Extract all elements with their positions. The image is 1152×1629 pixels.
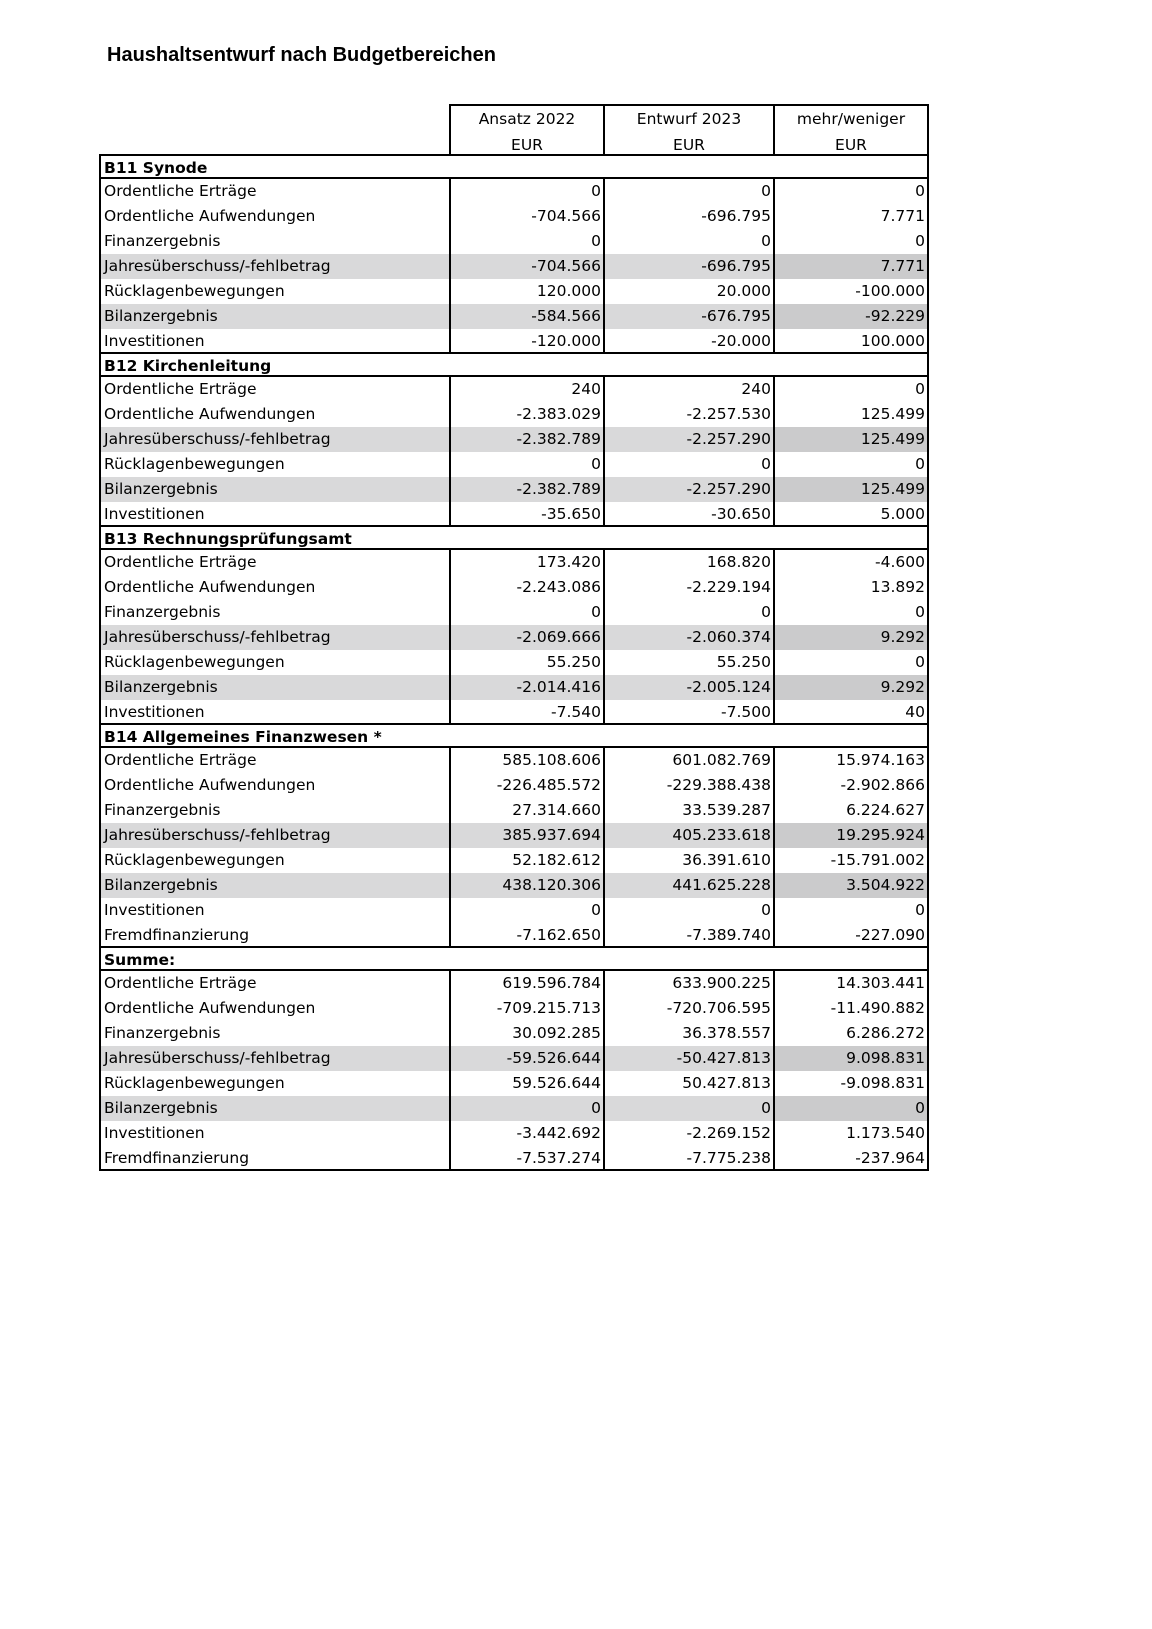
cell-ansatz-2022: -7.537.274 — [449, 1146, 603, 1171]
cell-entwurf-2023: -30.650 — [603, 502, 773, 527]
cell-ansatz-2022: 30.092.285 — [449, 1021, 603, 1046]
cell-mehr-weniger: 0 — [773, 452, 929, 477]
cell-entwurf-2023: -7.775.238 — [603, 1146, 773, 1171]
table-row — [99, 848, 929, 873]
row-label: Jahresüberschuss/-fehlbetrag — [99, 625, 449, 650]
cell-ansatz-2022: -226.485.572 — [449, 773, 603, 798]
cell-ansatz-2022: 585.108.606 — [449, 748, 603, 773]
row-label: Finanzergebnis — [99, 798, 449, 823]
cell-mehr-weniger: 0 — [773, 650, 929, 675]
table-row — [99, 179, 929, 204]
cell-mehr-weniger: 0 — [773, 229, 929, 254]
cell-ansatz-2022: -7.162.650 — [449, 923, 603, 948]
row-label: Ordentliche Erträge — [99, 179, 449, 204]
cell-ansatz-2022: 55.250 — [449, 650, 603, 675]
cell-entwurf-2023: 0 — [603, 452, 773, 477]
cell-entwurf-2023: 601.082.769 — [603, 748, 773, 773]
cell-ansatz-2022: -7.540 — [449, 700, 603, 725]
cell-mehr-weniger: 9.292 — [773, 625, 929, 650]
cell-entwurf-2023: 0 — [603, 179, 773, 204]
cell-mehr-weniger: 19.295.924 — [773, 823, 929, 848]
row-label: Bilanzergebnis — [99, 675, 449, 700]
cell-ansatz-2022: -3.442.692 — [449, 1121, 603, 1146]
cell-ansatz-2022: 59.526.644 — [449, 1071, 603, 1096]
table-row — [99, 1096, 929, 1121]
table-row — [99, 402, 929, 427]
table-row — [99, 477, 929, 502]
cell-ansatz-2022: 0 — [449, 898, 603, 923]
cell-mehr-weniger: 7.771 — [773, 204, 929, 229]
table-row — [99, 798, 929, 823]
row-label: Investitionen — [99, 502, 449, 527]
column-header-ansatz-unit: EUR — [511, 136, 543, 154]
cell-ansatz-2022: -120.000 — [449, 329, 603, 354]
cell-mehr-weniger: 6.286.272 — [773, 1021, 929, 1046]
cell-ansatz-2022: 52.182.612 — [449, 848, 603, 873]
table-row — [99, 700, 929, 725]
cell-mehr-weniger: -15.791.002 — [773, 848, 929, 873]
row-label: Fremdfinanzierung — [99, 923, 449, 948]
row-label: Rücklagenbewegungen — [99, 452, 449, 477]
table-row — [99, 304, 929, 329]
table-row — [99, 971, 929, 996]
table-row — [99, 898, 929, 923]
table-row — [99, 502, 929, 527]
table-row — [99, 823, 929, 848]
cell-mehr-weniger: 0 — [773, 600, 929, 625]
table-row — [99, 996, 929, 1021]
cell-entwurf-2023: 0 — [603, 600, 773, 625]
row-label: Ordentliche Erträge — [99, 550, 449, 575]
row-label: Ordentliche Aufwendungen — [99, 575, 449, 600]
row-label: Finanzergebnis — [99, 600, 449, 625]
row-label: Ordentliche Erträge — [99, 377, 449, 402]
cell-entwurf-2023: 20.000 — [603, 279, 773, 304]
cell-ansatz-2022: -584.566 — [449, 304, 603, 329]
cell-entwurf-2023: -2.229.194 — [603, 575, 773, 600]
column-header-difference — [773, 104, 929, 156]
cell-ansatz-2022: -35.650 — [449, 502, 603, 527]
cell-ansatz-2022: 0 — [449, 179, 603, 204]
row-label: Jahresüberschuss/-fehlbetrag — [99, 254, 449, 279]
cell-mehr-weniger: -100.000 — [773, 279, 929, 304]
cell-entwurf-2023: -2.005.124 — [603, 675, 773, 700]
cell-ansatz-2022: -2.014.416 — [449, 675, 603, 700]
budget-table — [99, 104, 929, 1171]
cell-mehr-weniger: 0 — [773, 179, 929, 204]
cell-mehr-weniger: 40 — [773, 700, 929, 725]
table-header — [99, 104, 929, 156]
cell-ansatz-2022: -2.243.086 — [449, 575, 603, 600]
cell-ansatz-2022: -2.382.789 — [449, 477, 603, 502]
table-row — [99, 1121, 929, 1146]
cell-ansatz-2022: -704.566 — [449, 254, 603, 279]
row-label: Bilanzergebnis — [99, 1096, 449, 1121]
cell-entwurf-2023: 55.250 — [603, 650, 773, 675]
column-header-ansatz — [449, 104, 603, 156]
row-label: Investitionen — [99, 898, 449, 923]
cell-ansatz-2022: -59.526.644 — [449, 1046, 603, 1071]
table-row — [99, 1021, 929, 1046]
cell-ansatz-2022: 0 — [449, 229, 603, 254]
column-header-entwurf-unit: EUR — [673, 136, 705, 154]
column-header-ansatz-title: Ansatz 2022 — [478, 110, 576, 128]
table-row — [99, 279, 929, 304]
cell-entwurf-2023: 633.900.225 — [603, 971, 773, 996]
table-row — [99, 650, 929, 675]
cell-mehr-weniger: 6.224.627 — [773, 798, 929, 823]
column-header-entwurf-title: Entwurf 2023 — [636, 110, 742, 128]
row-label: Rücklagenbewegungen — [99, 848, 449, 873]
table-row — [99, 675, 929, 700]
section-header: B14 Allgemeines Finanzwesen * — [99, 723, 929, 748]
table-row — [99, 1071, 929, 1096]
cell-mehr-weniger: -2.902.866 — [773, 773, 929, 798]
row-label: Ordentliche Aufwendungen — [99, 204, 449, 229]
cell-mehr-weniger: 0 — [773, 377, 929, 402]
row-label: Rücklagenbewegungen — [99, 279, 449, 304]
cell-entwurf-2023: 36.391.610 — [603, 848, 773, 873]
row-label: Bilanzergebnis — [99, 304, 449, 329]
table-row — [99, 427, 929, 452]
row-label: Ordentliche Aufwendungen — [99, 996, 449, 1021]
cell-mehr-weniger: 0 — [773, 1096, 929, 1121]
cell-ansatz-2022: -709.215.713 — [449, 996, 603, 1021]
table-row — [99, 1046, 929, 1071]
table-row — [99, 625, 929, 650]
table-row — [99, 254, 929, 279]
cell-mehr-weniger: 125.499 — [773, 402, 929, 427]
table-row — [99, 748, 929, 773]
cell-entwurf-2023: -229.388.438 — [603, 773, 773, 798]
cell-entwurf-2023: -50.427.813 — [603, 1046, 773, 1071]
table-row — [99, 773, 929, 798]
cell-entwurf-2023: 36.378.557 — [603, 1021, 773, 1046]
cell-ansatz-2022: -2.069.666 — [449, 625, 603, 650]
cell-entwurf-2023: -7.500 — [603, 700, 773, 725]
cell-ansatz-2022: -2.383.029 — [449, 402, 603, 427]
cell-entwurf-2023: -2.257.290 — [603, 427, 773, 452]
cell-mehr-weniger: -4.600 — [773, 550, 929, 575]
cell-mehr-weniger: 3.504.922 — [773, 873, 929, 898]
cell-ansatz-2022: 0 — [449, 452, 603, 477]
cell-mehr-weniger: 9.098.831 — [773, 1046, 929, 1071]
cell-entwurf-2023: -20.000 — [603, 329, 773, 354]
cell-mehr-weniger: -92.229 — [773, 304, 929, 329]
cell-entwurf-2023: -2.257.530 — [603, 402, 773, 427]
cell-ansatz-2022: -2.382.789 — [449, 427, 603, 452]
row-label: Fremdfinanzierung — [99, 1146, 449, 1171]
table-row — [99, 377, 929, 402]
cell-entwurf-2023: 0 — [603, 898, 773, 923]
cell-entwurf-2023: 168.820 — [603, 550, 773, 575]
table-row — [99, 329, 929, 354]
cell-ansatz-2022: 173.420 — [449, 550, 603, 575]
row-label: Finanzergebnis — [99, 1021, 449, 1046]
table-row — [99, 600, 929, 625]
cell-mehr-weniger: 7.771 — [773, 254, 929, 279]
cell-mehr-weniger: 125.499 — [773, 427, 929, 452]
cell-entwurf-2023: 50.427.813 — [603, 1071, 773, 1096]
section-header: B12 Kirchenleitung — [99, 352, 929, 377]
cell-mehr-weniger: 125.499 — [773, 477, 929, 502]
row-label: Bilanzergebnis — [99, 873, 449, 898]
cell-ansatz-2022: -704.566 — [449, 204, 603, 229]
table-row — [99, 575, 929, 600]
cell-entwurf-2023: -2.257.290 — [603, 477, 773, 502]
column-header-difference-unit: EUR — [835, 136, 867, 154]
cell-entwurf-2023: -2.269.152 — [603, 1121, 773, 1146]
row-label: Rücklagenbewegungen — [99, 1071, 449, 1096]
row-label: Jahresüberschuss/-fehlbetrag — [99, 1046, 449, 1071]
row-label: Jahresüberschuss/-fehlbetrag — [99, 823, 449, 848]
cell-ansatz-2022: 0 — [449, 600, 603, 625]
cell-mehr-weniger: 1.173.540 — [773, 1121, 929, 1146]
cell-entwurf-2023: 0 — [603, 229, 773, 254]
column-header-entwurf — [603, 104, 773, 156]
section-header: B13 Rechnungsprüfungsamt — [99, 525, 929, 550]
cell-mehr-weniger: -227.090 — [773, 923, 929, 948]
row-label: Jahresüberschuss/-fehlbetrag — [99, 427, 449, 452]
cell-entwurf-2023: 0 — [603, 1096, 773, 1121]
cell-mehr-weniger: 5.000 — [773, 502, 929, 527]
table-row — [99, 452, 929, 477]
section-header: Summe: — [99, 946, 929, 971]
table-row — [99, 873, 929, 898]
cell-ansatz-2022: 385.937.694 — [449, 823, 603, 848]
row-label: Ordentliche Aufwendungen — [99, 773, 449, 798]
cell-ansatz-2022: 240 — [449, 377, 603, 402]
cell-entwurf-2023: -696.795 — [603, 204, 773, 229]
column-header-difference-title: mehr/weniger — [796, 110, 906, 128]
header-empty — [99, 104, 449, 156]
cell-mehr-weniger: 15.974.163 — [773, 748, 929, 773]
cell-mehr-weniger: 13.892 — [773, 575, 929, 600]
cell-entwurf-2023: -2.060.374 — [603, 625, 773, 650]
row-label: Bilanzergebnis — [99, 477, 449, 502]
row-label: Ordentliche Aufwendungen — [99, 402, 449, 427]
row-label: Ordentliche Erträge — [99, 971, 449, 996]
cell-mehr-weniger: 14.303.441 — [773, 971, 929, 996]
table-row — [99, 923, 929, 948]
row-label: Rücklagenbewegungen — [99, 650, 449, 675]
cell-mehr-weniger: -237.964 — [773, 1146, 929, 1171]
cell-ansatz-2022: 438.120.306 — [449, 873, 603, 898]
cell-mehr-weniger: 100.000 — [773, 329, 929, 354]
table-body — [99, 154, 929, 1171]
cell-mehr-weniger: 9.292 — [773, 675, 929, 700]
cell-ansatz-2022: 27.314.660 — [449, 798, 603, 823]
cell-ansatz-2022: 619.596.784 — [449, 971, 603, 996]
row-label: Investitionen — [99, 1121, 449, 1146]
row-label: Finanzergebnis — [99, 229, 449, 254]
table-row — [99, 1146, 929, 1171]
cell-entwurf-2023: 441.625.228 — [603, 873, 773, 898]
row-label: Investitionen — [99, 700, 449, 725]
page-title: Haushaltsentwurf nach Budgetbereichen — [107, 44, 496, 66]
cell-ansatz-2022: 120.000 — [449, 279, 603, 304]
cell-entwurf-2023: -7.389.740 — [603, 923, 773, 948]
cell-entwurf-2023: 405.233.618 — [603, 823, 773, 848]
table-row — [99, 204, 929, 229]
section-header: B11 Synode — [99, 154, 929, 179]
cell-mehr-weniger: 0 — [773, 898, 929, 923]
cell-mehr-weniger: -11.490.882 — [773, 996, 929, 1021]
row-label: Ordentliche Erträge — [99, 748, 449, 773]
row-label: Investitionen — [99, 329, 449, 354]
cell-ansatz-2022: 0 — [449, 1096, 603, 1121]
cell-mehr-weniger: -9.098.831 — [773, 1071, 929, 1096]
table-row — [99, 229, 929, 254]
cell-entwurf-2023: -676.795 — [603, 304, 773, 329]
cell-entwurf-2023: -720.706.595 — [603, 996, 773, 1021]
cell-entwurf-2023: 33.539.287 — [603, 798, 773, 823]
cell-entwurf-2023: -696.795 — [603, 254, 773, 279]
table-row — [99, 550, 929, 575]
cell-entwurf-2023: 240 — [603, 377, 773, 402]
